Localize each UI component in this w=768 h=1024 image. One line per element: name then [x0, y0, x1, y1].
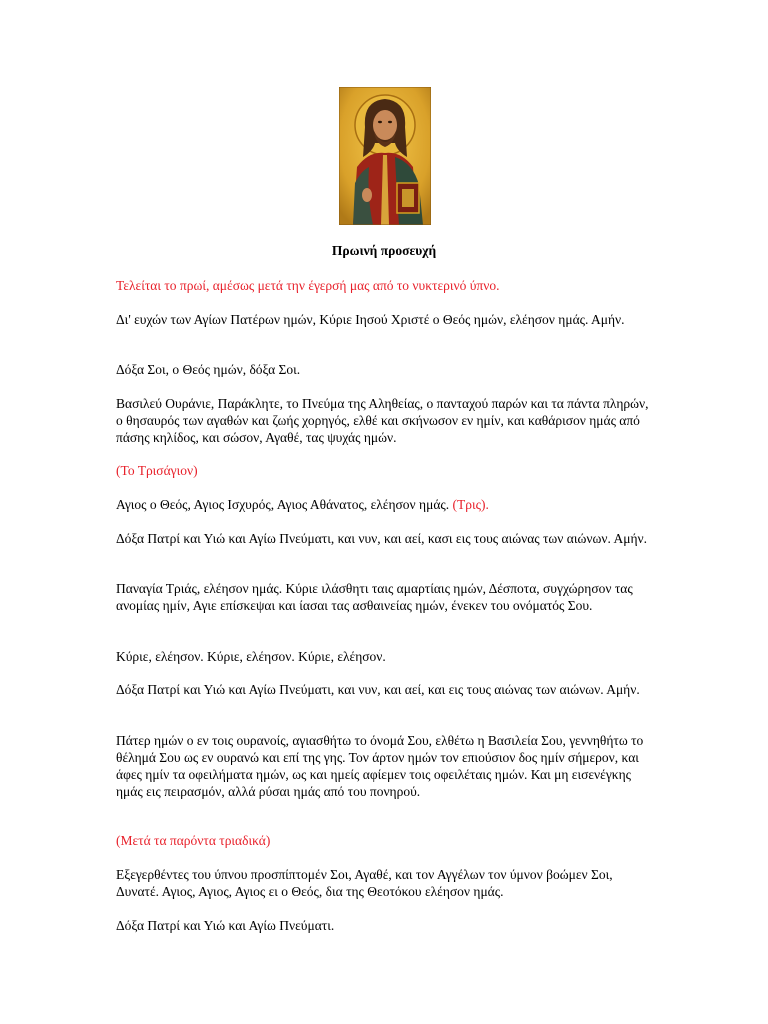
paragraph-di-efchon: Δι' ευχών των Αγίων Πατέρων ημών, Κύριε Ιησού Χριστέ ο Θεός ημών, ελέησον ημάς. Αμήν.	[116, 312, 625, 327]
paragraph-doxa-patri-3: Δόξα Πατρί και Υιώ και Αγίω Πνεύματι.	[116, 918, 335, 933]
page-title: Πρωινή προσευχή	[331, 243, 437, 258]
rubric-intro: Τελείται το πρωί, αμέσως μετά την έγερσή μας από το νυκτερινό ύπνο.	[116, 278, 500, 293]
paragraph-kyrie-eleison: Κύριε, ελέησον. Κύριε, ελέησον. Κύριε, ελέησον.	[116, 649, 386, 664]
rubric-tris: (Τρις).	[452, 497, 489, 512]
paragraph-doxa-patri-1: Δόξα Πατρί και Υιώ και Αγίω Πνεύματι, και νυν, και αεί, κασι εις τους αιώνας των αιώνων. Αμήν.	[116, 531, 648, 546]
paragraph-agios-o-theos	[116, 496, 656, 513]
paragraph-vasilef-ourane: Βασιλεύ Ουράνιε, Παράκλητε, το Πνεύμα της Αληθείας, ο πανταχού παρών και τα πάντα πληρών, ο θησαυρός των αγαθών και ζωής χορηγός, ελθέ και σκήνωσον εν ημίν, και καθάρισον ημάς από πάσης κηλίδος, και σώσον, Αγαθέ, τας ψυχάς ημών.	[116, 396, 649, 445]
paragraph-doxa-soi: Δόξα Σοι, ο Θεός ημών, δόξα Σοι.	[116, 362, 301, 377]
rubric-trisagion: (Το Τρισάγιον)	[116, 463, 198, 478]
paragraph-exegerthentes: Εξεγερθέντες του ύπνου προσπίπτομέν Σοι, Αγαθέ, και τον Αγγέλων τον ύμνον βοώμεν Σοι, Δυνατέ. Αγιος, Αγιος, Αγιος ει ο Θεός, δια της Θεοτόκου ελέησον ημάς.	[116, 867, 613, 899]
paragraph-pater-imon: Πάτερ ημών ο εν τοις ουρανοίς, αγιασθήτω το όνομά Σου, ελθέτω η Βασιλεία Σου, γεννηθήτω το θέλημά Σου ως εν ουρανώ και επί της γης. Τον άρτον ημών τον επιούσιον δος ημίν σήμερον, και άφες ημίν τα οφειλήματα ημών, ως και ημείς αφίεμεν τοις οφειλέταις ημών. Και μη εισενέγκης ημάς εις πειρασμόν, αλλά ρύσαι ημάς από του πονηρού.	[116, 733, 644, 799]
christ-icon-image	[339, 87, 431, 225]
rubric-triadika: (Μετά τα παρόντα τριαδικά)	[116, 833, 271, 848]
agios-text: Αγιος ο Θεός, Αγιος Ισχυρός, Αγιος Αθάνατος, ελέησον ημάς.	[116, 497, 450, 512]
paragraph-doxa-patri-2: Δόξα Πατρί και Υιώ και Αγίω Πνεύματι, και νυν, και αεί, και εις τους αιώνας των αιώνων. Αμήν.	[116, 682, 640, 697]
paragraph-panagia-trias: Παναγία Τριάς, ελέησον ημάς. Κύριε ιλάσθητι ταις αμαρτίαις ημών, Δέσποτα, συγχώρησον τας ανομίας ημίν, Αγιε επίσκεψαι και ίασαι τας ασθαινείας ημών, ένεκεν του ονόματός Σου.	[116, 581, 633, 613]
